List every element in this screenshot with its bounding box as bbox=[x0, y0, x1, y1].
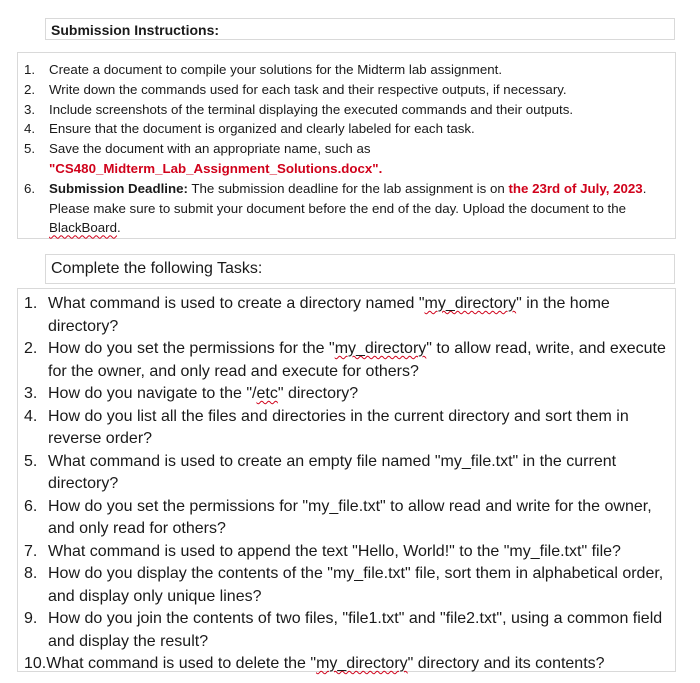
blackboard-word: BlackBoard bbox=[49, 220, 117, 236]
submission-list bbox=[18, 53, 675, 238]
list-item: 3. Include screenshots of the terminal displaying the executed commands and their outputs. bbox=[24, 101, 574, 117]
tasks-header: Complete the following Tasks: bbox=[51, 260, 263, 277]
deadline-date: the 23rd of July, 2023 bbox=[508, 180, 643, 196]
submission-header: Submission Instructions: bbox=[51, 22, 220, 38]
tasks-header-box bbox=[45, 254, 675, 284]
list-item: 2. Write down the commands used for each task and their respective outputs, if necessary. bbox=[24, 81, 567, 97]
list-item: 4. How do you list all the files and directories in the current directory and sort them in reverse order? bbox=[24, 407, 629, 447]
list-item: 5. What command is used to create an empty file named "my_file.txt" in the current directory? bbox=[24, 452, 617, 492]
list-item: 4. Ensure that the document is organized and clearly labeled for each task. bbox=[24, 121, 475, 137]
filename-text: "CS480_Midterm_Lab_Assignment_Solutions.docx". bbox=[49, 160, 383, 176]
list-item: 7. What command is used to append the text "Hello, World!" to the "my_file.txt" file? bbox=[24, 542, 621, 560]
list-item: 3. How do you navigate to the "/etc" directory? bbox=[24, 385, 359, 402]
tasks-box bbox=[17, 288, 676, 672]
list-item: 1. Create a document to compile your solutions for the Midterm lab assignment. bbox=[24, 62, 503, 77]
list-item: 10.What command is used to delete the "my_directory" directory and its contents? bbox=[24, 655, 605, 672]
list-item: 8. How do you display the contents of the "my_file.txt" file, sort them in alphabetical order, and display only unique lines? bbox=[24, 565, 664, 605]
list-item: 9. How do you join the contents of two files, "file1.txt" and "file2.txt", using a common field and display the result? bbox=[24, 610, 663, 650]
submission-instructions-box bbox=[17, 52, 676, 239]
list-item: 6. Submission Deadline: The submission deadline for the lab assignment is on the 23rd of July, 2023. Please make sure to submit your document before the end of the day. Upload the document to the BlackBoard. bbox=[24, 180, 647, 236]
submission-header-box bbox=[45, 18, 675, 40]
deadline-label: Submission Deadline: bbox=[49, 180, 188, 196]
list-item: 2. How do you set the permissions for the "my_directory" to allow read, write, and execute for the owner, and only read and execute for others? bbox=[24, 340, 666, 380]
tasks-list bbox=[18, 289, 675, 676]
list-item: 5. Save the document with an appropriate name, such as "CS480_Midterm_Lab_Assignment_Solutions.docx". bbox=[24, 141, 383, 176]
list-item: 1. What command is used to create a directory named "my_directory" in the home directory? bbox=[24, 295, 610, 335]
list-item: 6. How do you set the permissions for "my_file.txt" to allow read and write for the owner, and only read for others? bbox=[24, 497, 652, 537]
